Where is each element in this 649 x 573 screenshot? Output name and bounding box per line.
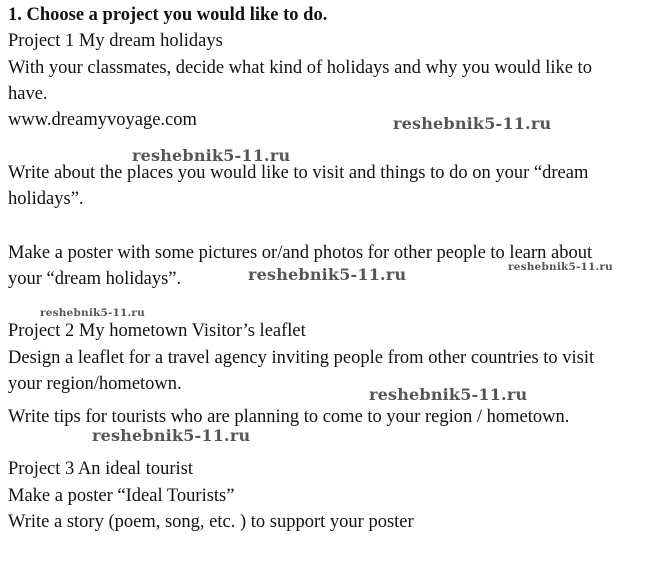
project3-title: Project 3 An ideal tourist xyxy=(8,459,193,479)
project1-task3-line2: your “dream holidays”. xyxy=(8,269,182,289)
project2-task1-line2: your region/hometown. xyxy=(8,374,182,394)
project1-website: www.dreamyvoyage.com xyxy=(8,110,197,130)
watermark: reshebnik5-11.ru xyxy=(393,114,552,133)
project1-task1-line2: have. xyxy=(8,84,48,104)
project1-task3-line1: Make a poster with some pictures or/and photos for other people to learn about xyxy=(8,243,593,263)
project2-title: Project 2 My hometown Visitor’s leaflet xyxy=(8,321,306,341)
watermark: reshebnik5-11.ru xyxy=(92,426,251,445)
exercise-heading: 1. Choose a project you would like to do. xyxy=(8,5,328,25)
watermark: reshebnik5-11.ru xyxy=(248,265,407,284)
project1-title: Project 1 My dream holidays xyxy=(8,31,223,51)
project1-task1-line1: With your classmates, decide what kind of holidays and why you would like to xyxy=(8,58,592,78)
watermark: reshebnik5-11.ru xyxy=(132,146,291,165)
project1-task2-line1: Write about the places you would like to visit and things to do on your “dream xyxy=(8,163,589,183)
project2-task2: Write tips for tourists who are planning to come to your region / hometown. xyxy=(8,407,570,427)
project1-task2-line2: holidays”. xyxy=(8,189,84,209)
project3-task2: Write a story (poem, song, etc. ) to support your poster xyxy=(8,512,414,532)
project3-task1: Make a poster “Ideal Tourists” xyxy=(8,486,235,506)
watermark: reshebnik5-11.ru xyxy=(40,307,145,319)
project2-task1-line1: Design a leaflet for a travel agency inviting people from other countries to visit xyxy=(8,348,595,368)
watermark: reshebnik5-11.ru xyxy=(508,261,613,273)
watermark: reshebnik5-11.ru xyxy=(369,385,528,404)
